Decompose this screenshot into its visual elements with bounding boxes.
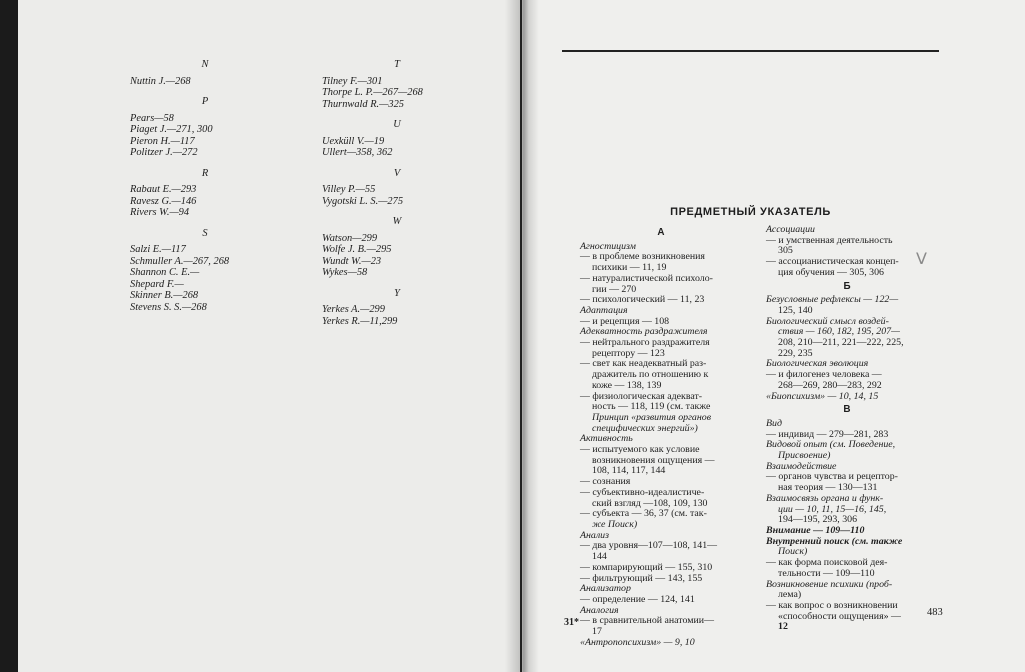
index-subentry: — фильтрующий — 143, 155 (580, 572, 703, 584)
index-subentry: — субъективно-идеалистиче- (580, 486, 705, 498)
index-continuation: 125, 140 (778, 304, 813, 316)
index-term: Внимание — 109—110 (766, 524, 865, 536)
index-term: «Биопсихизм» — 10, 14, 15 (766, 390, 879, 402)
index-subentry: — сознания (580, 476, 631, 488)
index-continuation: 305 (778, 245, 793, 257)
index-continuation: ность — 118, 119 (см. также (592, 401, 711, 413)
index-letter: U (393, 119, 401, 130)
index-continuation: 108, 114, 117, 144 (592, 465, 666, 477)
index-continuation: возникновения ощущения — (592, 454, 715, 466)
index-continuation: Присвоение) (778, 450, 831, 462)
index-term: Адаптация (580, 304, 628, 316)
index-term: Адекватность раздражителя (580, 326, 708, 338)
index-continuation: 144 (592, 551, 607, 563)
index-section-letter: В (843, 404, 851, 416)
author-entry: Uexküll V.—19 (322, 135, 385, 147)
index-term: Активность (580, 433, 633, 445)
index-term: Видовой опыт (см. Поведение, (766, 439, 896, 451)
author-entry: Rivers W.—94 (130, 207, 190, 218)
index-letter: P (201, 96, 209, 107)
author-entry: Ullert—358, 362 (322, 147, 393, 158)
author-entry: Vygotski L. S.—275 (322, 195, 404, 207)
author-entry: Shepard F.— (130, 278, 184, 290)
index-continuation: ции — 10, 11, 15—16, 145, (778, 503, 887, 515)
author-entry: Rabaut E.—293 (130, 184, 197, 195)
author-index-column-2 (322, 50, 472, 327)
index-letter: Y (394, 287, 400, 299)
index-continuation: 229, 235 (778, 347, 813, 359)
signature-mark: 31* (564, 617, 579, 628)
author-entry: Salzi E.—117 (130, 244, 186, 255)
author-entry: Pieron H.—117 (130, 135, 195, 147)
author-entry: Politzer J.—272 (130, 147, 198, 158)
index-term: Агностицизм (580, 240, 636, 252)
index-subentry: — натуралистической психоло- (580, 272, 713, 284)
author-entry: Pears—58 (130, 112, 174, 124)
author-entry: Nuttin J.—268 (130, 75, 191, 87)
index-letter: S (202, 227, 208, 239)
author-entry: Yerkes R.—11,299 (322, 315, 398, 327)
index-continuation: Принцип «развития органов (592, 411, 711, 423)
index-continuation: 268—269, 280—283, 292 (778, 379, 882, 391)
index-letter: R (201, 167, 209, 179)
index-subentry: — ассоцианистическая концеп- (766, 256, 899, 268)
index-subentry: — в проблеме возникновения (580, 251, 705, 263)
author-entry: Stevens S. S.—268 (130, 301, 207, 313)
author-entry: Ravesz G.—146 (130, 195, 197, 207)
index-continuation: Поиск) (778, 546, 808, 558)
index-continuation: 194—195, 293, 306 (778, 514, 857, 526)
index-term: Аналогия (580, 604, 619, 616)
index-continuation: дражитель по отношению к (592, 369, 709, 381)
index-subentry: — два уровня—107—108, 141— (580, 540, 718, 552)
author-entry: Yerkes A.—299 (322, 304, 385, 315)
index-subentry: — субъекта — 36, 37 (см. так- (580, 508, 707, 520)
pencil-mark: V (916, 249, 927, 268)
index-continuation: рецептору — 123 (592, 347, 665, 359)
index-subentry: — определение — 124, 141 (580, 593, 695, 605)
subject-index-column-a (580, 225, 742, 648)
author-entry: Wykes—58 (322, 267, 368, 278)
index-continuation: 17 (592, 626, 602, 638)
index-subentry: — индивид — 279—281, 283 (766, 428, 889, 440)
index-continuation: лема) (778, 589, 802, 601)
index-letter: V (393, 167, 401, 179)
author-entry: Shannon C. E.— (130, 267, 200, 278)
author-entry: Schmuller A.—267, 268 (130, 255, 230, 267)
author-entry: Villey P.—55 (322, 184, 376, 195)
author-entry: Thorpe L. P.—267—268 (322, 87, 423, 98)
subject-index-column-b (766, 225, 928, 633)
index-term: Биологический смысл воздей- (766, 315, 889, 327)
index-section-letter: Б (843, 280, 851, 292)
index-subentry: — как вопрос о возникновении (766, 599, 898, 611)
index-continuation: специфических энергий») (592, 422, 698, 434)
index-continuation: коже — 138, 139 (592, 379, 662, 391)
index-term: «Антропопсихизм» — 9, 10 (580, 636, 695, 648)
index-letter: W (392, 216, 402, 227)
index-continuation: 208, 210—211, 221—222, 225, (778, 337, 904, 349)
index-term: Анализатор (580, 583, 631, 595)
header-rule (562, 50, 939, 52)
index-subentry: — в сравнительной анатомии— (580, 615, 714, 627)
index-continuation: тельности — 109—110 (778, 567, 875, 579)
author-entry: Piaget J.—271, 300 (130, 124, 213, 135)
index-continuation: психики — 11, 19 (592, 262, 667, 274)
index-term: Взаимодействие (766, 460, 837, 472)
index-subentry: — и умственная деятельность (766, 234, 893, 246)
index-term: Вид (766, 417, 782, 429)
index-section-letter: А (657, 227, 665, 238)
index-subentry: — и рецепция — 108 (580, 315, 670, 327)
index-subentry: — психологический — 11, 23 (580, 294, 705, 306)
index-continuation: гии — 270 (592, 283, 637, 295)
author-entry: Tilney F.—301 (322, 75, 383, 87)
index-continuation: ная теория — 130—131 (778, 482, 878, 494)
index-term: Взаимосвязь органа и функ- (766, 492, 884, 504)
author-entry: Watson—299 (322, 232, 378, 244)
index-subentry: — физиологическая адекват- (580, 390, 703, 402)
author-index-column-1 (130, 50, 280, 313)
index-term: Анализ (580, 529, 609, 541)
index-continuation: ский взгляд —108, 109, 130 (592, 497, 708, 509)
index-continuation: ция обучения — 305, 306 (778, 266, 884, 278)
index-continuation: 12 (778, 621, 788, 633)
index-continuation: «способности ощущения» — (778, 610, 901, 622)
index-letter: N (201, 59, 209, 70)
book-gutter (505, 0, 539, 672)
index-subentry: — органов чувства и рецептор- (766, 471, 898, 483)
index-subentry: — нейтрального раздражителя (580, 337, 710, 349)
index-term: Ассоциации (766, 224, 815, 235)
author-entry: Skinner B.—268 (130, 290, 199, 301)
index-subentry: — компарирующий — 155, 310 (580, 561, 713, 573)
index-term: Внутренний поиск (см. также (766, 535, 903, 547)
index-subentry: — свет как неадекватный раз- (580, 358, 707, 370)
index-letter: T (394, 59, 400, 70)
index-subentry: — как форма поисковой дея- (766, 557, 888, 569)
author-entry: Wundt W.—23 (322, 255, 382, 267)
index-term: Безусловные рефлексы — 122— (766, 294, 899, 306)
index-title: ПРЕДМЕТНЫЙ УКАЗАТЕЛЬ (670, 206, 831, 218)
index-subentry: — испытуемого как условие (580, 444, 700, 456)
page-number: 483 (927, 607, 943, 618)
index-continuation: ствия — 160, 182, 195, 207— (778, 326, 900, 338)
index-term: Биологическая эволюция (766, 358, 869, 370)
index-term: Возникновение психики (проб- (766, 578, 893, 590)
author-entry: Thurnwald R.—325 (322, 98, 404, 110)
author-entry: Wolfe J. B.—295 (322, 244, 392, 255)
index-subentry: — и филогенез человека — (766, 369, 882, 381)
index-continuation: же Поиск) (592, 518, 638, 530)
